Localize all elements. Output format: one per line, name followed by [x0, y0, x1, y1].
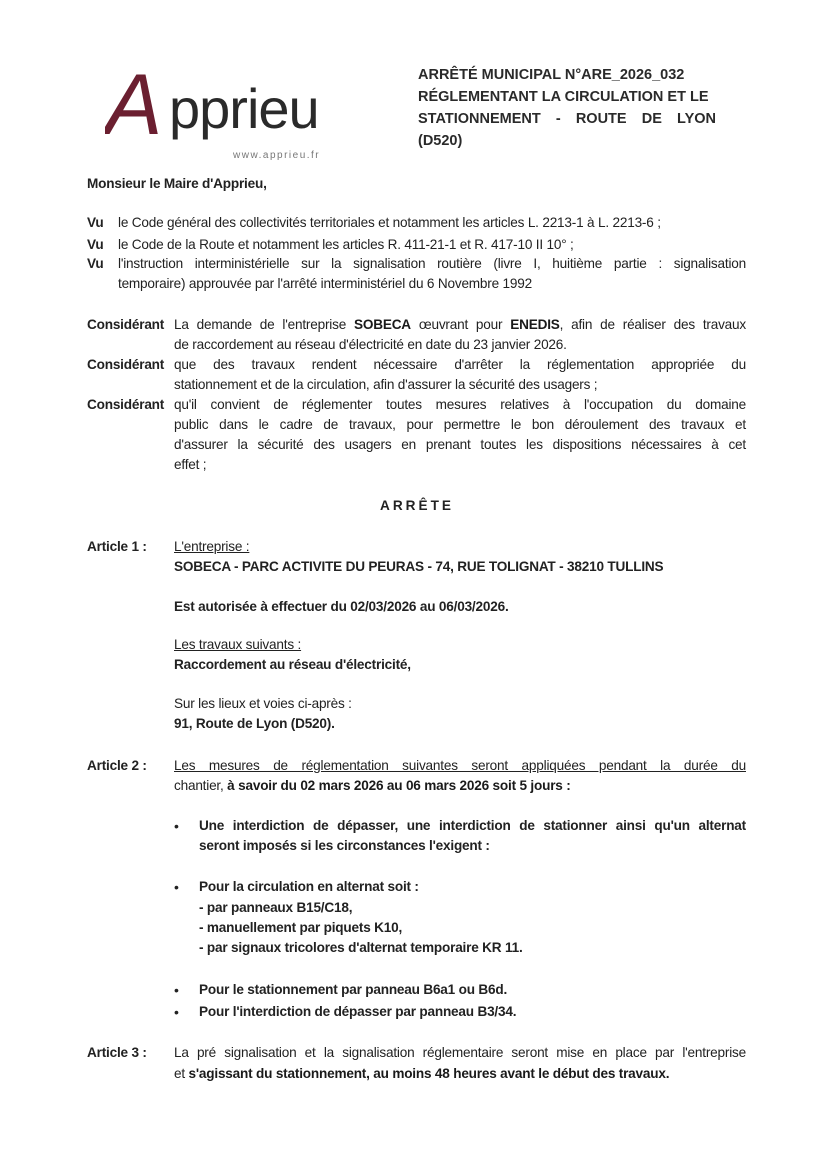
lieux-value: 91, Route de Lyon (D520). [174, 716, 335, 731]
considerant-text: d'assurer la sécurité des usagers en prenant toutes les dispositions nécessaires à cet [174, 437, 746, 452]
entreprise-label: L'entreprise : [174, 539, 250, 554]
apprieu-logo [105, 58, 380, 162]
considerant-text: stationnement et de la circulation, afin d'assurer la sécurité des usagers ; [174, 377, 598, 392]
considerant-text: qu'il convient de réglementer toutes mesures relatives à l'occupation du domaine [174, 397, 746, 412]
measure-item: Pour la circulation en alternat soit : [199, 879, 419, 894]
considerant-label: Considérant [87, 397, 165, 412]
title-line: RÉGLEMENTANT LA CIRCULATION ET LE [418, 89, 709, 105]
vu-text: temporaire) approuvée par l'arrêté interministériel du 6 Novembre 1992 [118, 276, 532, 291]
logo-wordmark: pprieu [169, 77, 319, 140]
vu-text: le Code de la Route et notamment les articles R. 411-21-1 et R. 417-10 II 10° ; [118, 237, 574, 252]
vu-text: l'instruction interministérielle sur la signalisation routière (livre I, huitième partie : signalisation [118, 256, 746, 271]
considerant-label: Considérant [87, 317, 165, 332]
vu-label: Vu [87, 215, 104, 230]
measure-subitem: - par panneaux B15/C18, [199, 900, 353, 915]
arrete-heading: ARRÊTE [380, 498, 454, 513]
article-2-text: chantier, à savoir du 02 mars 2026 au 06 mars 2026 soit 5 jours : [174, 778, 571, 793]
entreprise-value: SOBECA - PARC ACTIVITE DU PEURAS - 74, RUE TOLIGNAT - 38210 TULLINS [174, 559, 664, 574]
article-3-text: La pré signalisation et la signalisation réglementaire seront mise en place par l'entreprise [174, 1045, 746, 1060]
measure-subitem: - manuellement par piquets K10, [199, 920, 403, 935]
measure-item: seront imposés si les circonstances l'exigent : [199, 838, 490, 853]
article-1-label: Article 1 : [87, 539, 147, 554]
bullet-icon: • [174, 818, 179, 834]
logo-letter-a: A [105, 58, 163, 153]
logo-url: www.apprieu.fr [233, 150, 321, 161]
vu-label: Vu [87, 256, 104, 271]
article-2-text: Les mesures de réglementation suivantes seront appliquées pendant la durée du [174, 758, 746, 773]
vu-label: Vu [87, 237, 104, 252]
title-line: (D520) [418, 133, 463, 149]
travaux-label: Les travaux suivants : [174, 637, 302, 652]
article-3-label: Article 3 : [87, 1045, 147, 1060]
title-line: STATIONNEMENT - ROUTE DE LYON [418, 111, 716, 127]
title-line: ARRÊTÉ MUNICIPAL N°ARE_2026_032 [418, 67, 685, 83]
bullet-icon: • [174, 982, 179, 998]
travaux-value: Raccordement au réseau d'électricité, [174, 657, 411, 672]
decree-title [418, 64, 716, 152]
article-2-label: Article 2 : [87, 758, 147, 773]
authorization-dates: Est autorisée à effectuer du 02/03/2026 au 06/03/2026. [174, 599, 509, 614]
lieux-label: Sur les lieux et voies ci-après : [174, 696, 352, 711]
vu-text: le Code général des collectivités territoriales et notamment les articles L. 2213-1 à L. 2213-6 ; [118, 215, 661, 230]
considerant-text: de raccordement au réseau d'électricité en date du 23 janvier 2026. [174, 337, 567, 352]
considerant-label: Considérant [87, 357, 165, 372]
article-3-text: et s'agissant du stationnement, au moins 48 heures avant le début des travaux. [174, 1066, 670, 1081]
measure-item: Pour l'interdiction de dépasser par panneau B3/34. [199, 1004, 517, 1019]
salutation: Monsieur le Maire d'Apprieu, [87, 176, 267, 191]
bullet-icon: • [174, 879, 179, 895]
considerant-text: public dans le cadre de travaux, pour permettre le bon déroulement des travaux et [174, 417, 746, 432]
measure-item: Une interdiction de dépasser, une interdiction de stationner ainsi qu'un alternat [199, 818, 746, 833]
considerant-text: effet ; [174, 457, 207, 472]
measure-subitem: - par signaux tricolores d'alternat temporaire KR 11. [199, 940, 523, 955]
considerant-text: La demande de l'entreprise SOBECA œuvrant pour ENEDIS, afin de réaliser des travaux [174, 317, 746, 332]
measure-item: Pour le stationnement par panneau B6a1 ou B6d. [199, 982, 508, 997]
considerant-text: que des travaux rendent nécessaire d'arrêter la réglementation appropriée du [174, 357, 746, 372]
bullet-icon: • [174, 1004, 179, 1020]
